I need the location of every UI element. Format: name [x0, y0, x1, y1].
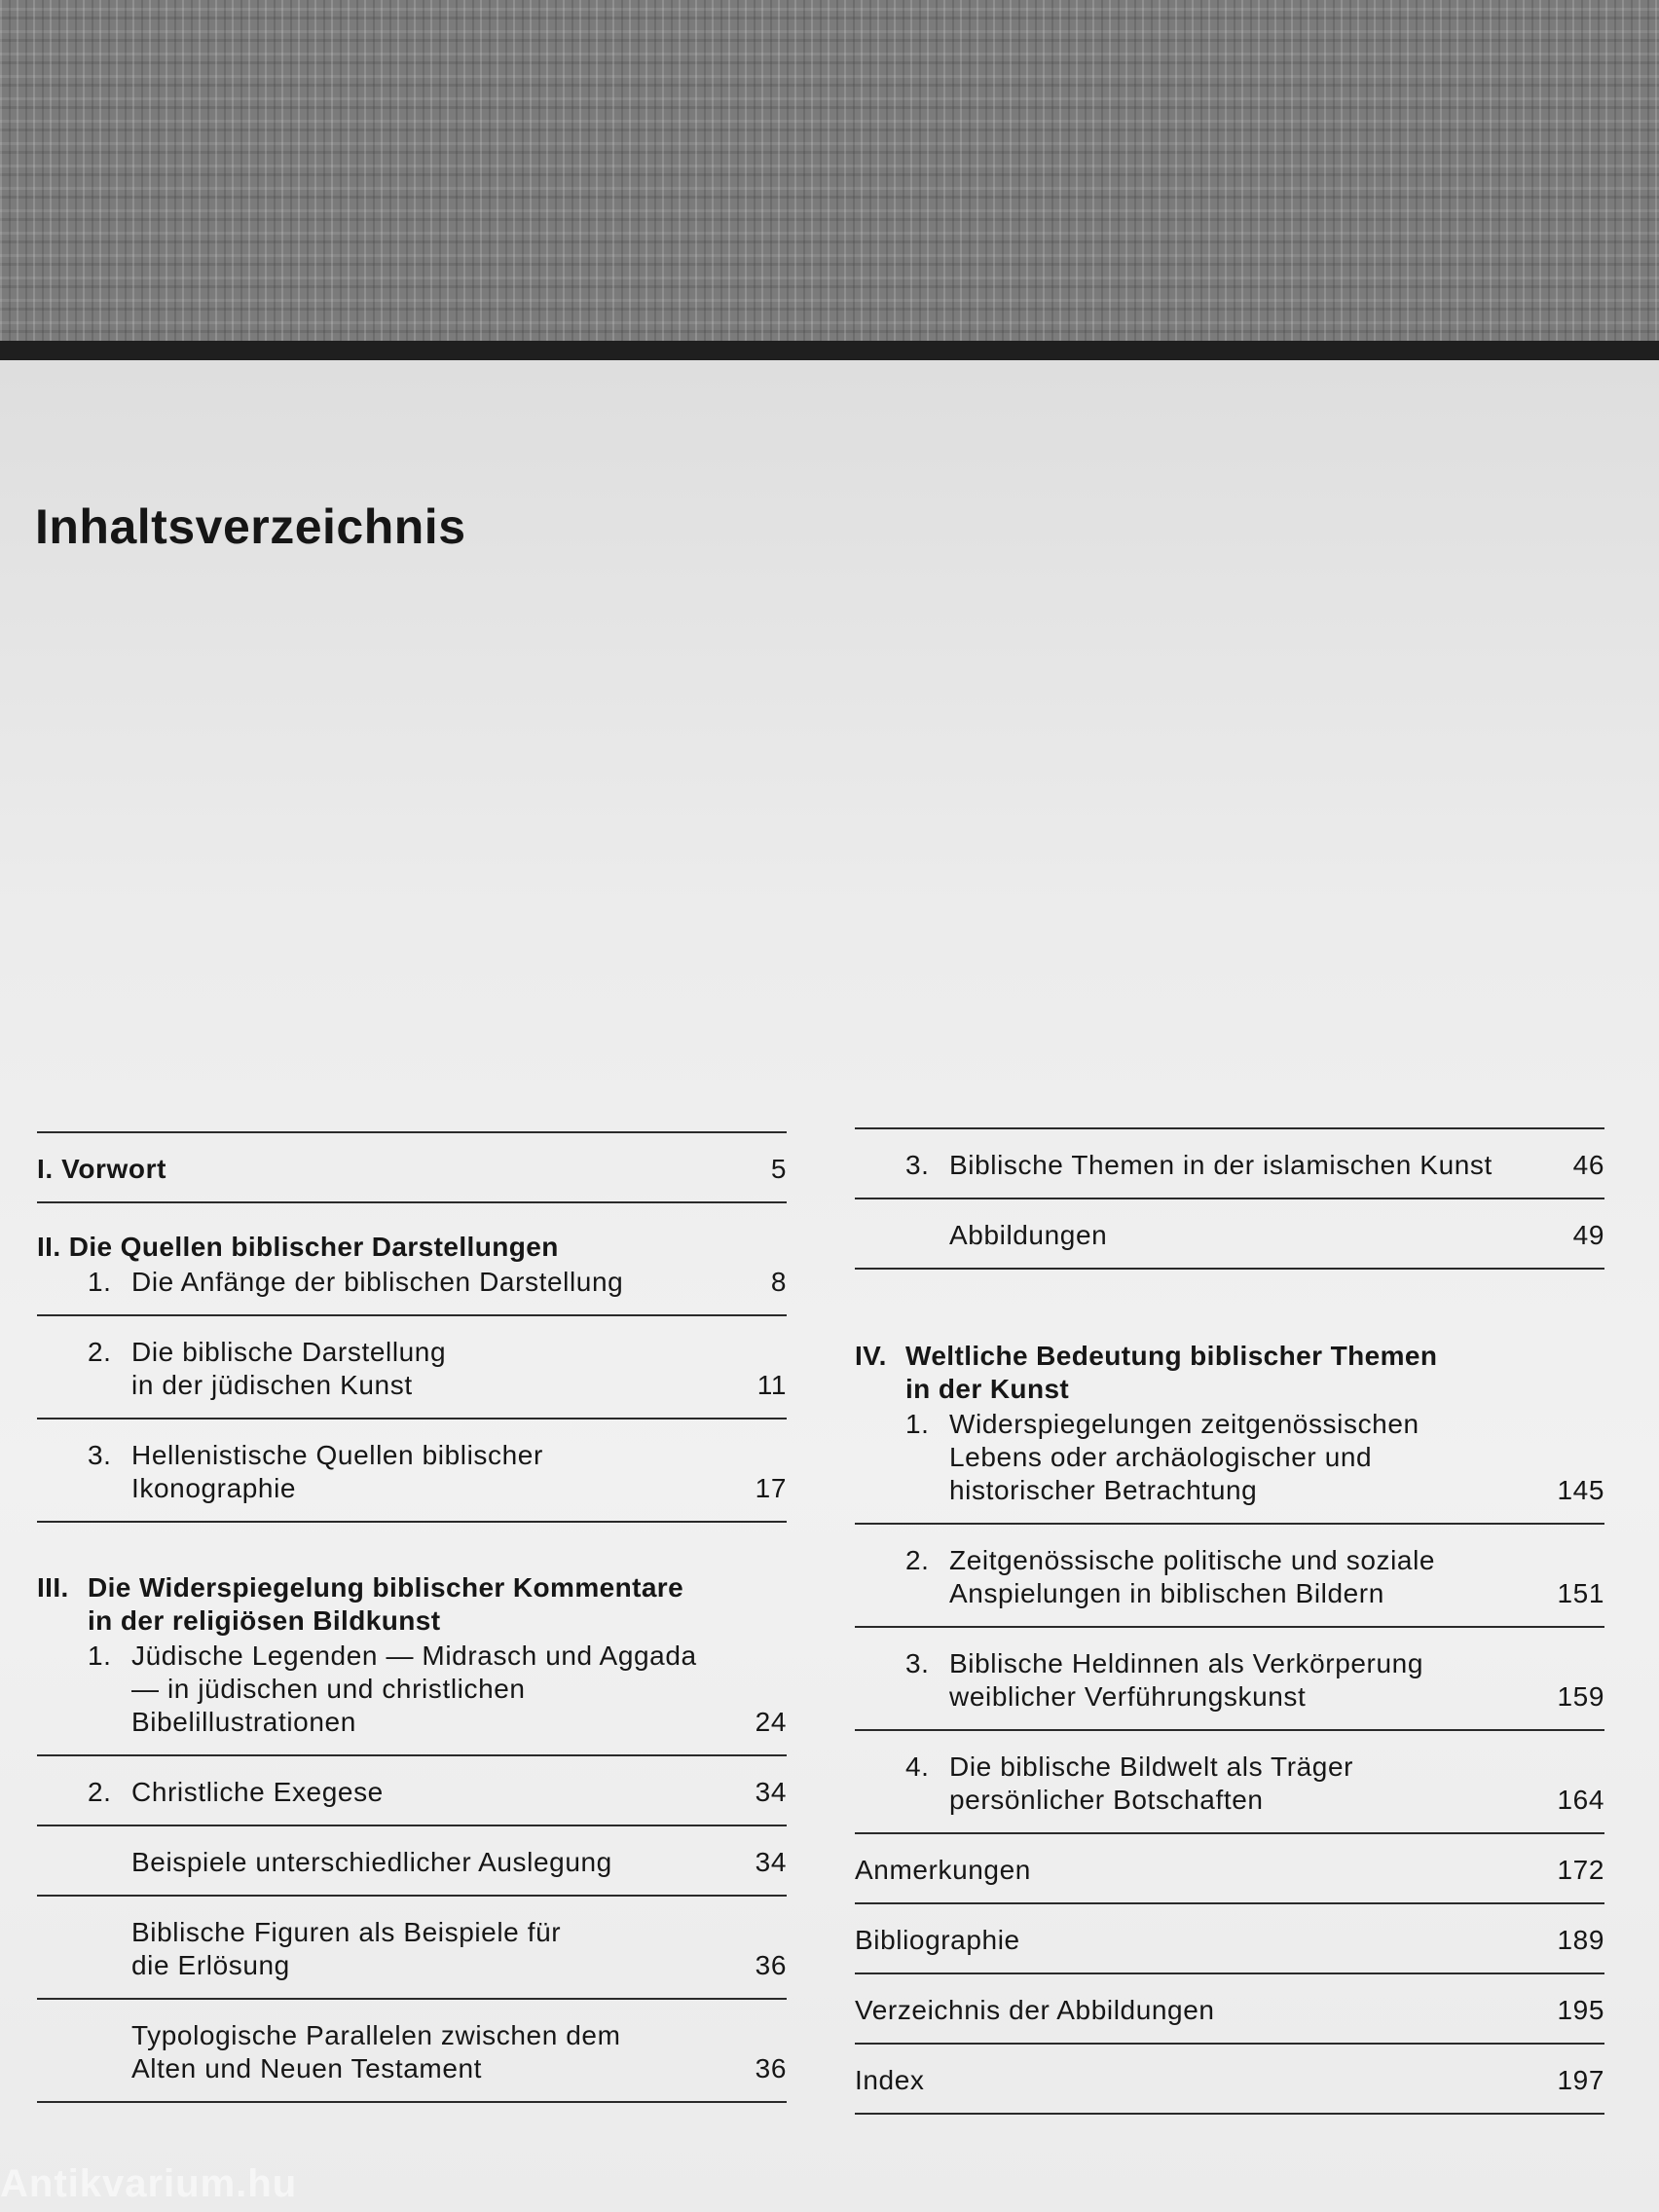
- toc-entry-anmerkungen[interactable]: [855, 1834, 1604, 1904]
- toc-entry-number: 2.: [88, 1777, 112, 1807]
- toc-entry-label: Bibliographie: [855, 1925, 1020, 1955]
- toc-entry-line: historischer Betrachtung: [949, 1475, 1258, 1505]
- toc-entry-number: 3.: [88, 1440, 112, 1470]
- toc-entry[interactable]: [37, 1638, 787, 1756]
- toc-page-number: 46: [1572, 1150, 1604, 1180]
- toc-entry[interactable]: [37, 1264, 787, 1316]
- toc-entry-line: in der jüdischen Kunst: [131, 1370, 413, 1400]
- toc-entry[interactable]: [855, 1199, 1604, 1270]
- toc-entry-number: 2.: [905, 1545, 930, 1575]
- toc-entry-line: Beispiele unterschiedlicher Auslegung: [131, 1847, 612, 1877]
- toc-entry-line: Biblische Heldinnen als Verkörperung: [949, 1648, 1423, 1678]
- toc-page-number: 8: [770, 1267, 787, 1297]
- background-surface: [0, 0, 1659, 347]
- toc-left-column: [37, 1131, 787, 2103]
- toc-entry-line: Biblische Themen in der islamischen Kunst: [949, 1150, 1493, 1180]
- toc-entry-vorwort[interactable]: [37, 1133, 787, 1203]
- chapter-roman: II.: [37, 1232, 61, 1262]
- toc-page-number: 49: [1572, 1220, 1604, 1250]
- toc-entry-number: 1.: [88, 1267, 112, 1297]
- toc-page-number: 36: [755, 2053, 787, 2083]
- toc-entry-line: Die Anfänge der biblischen Darstellung: [131, 1267, 624, 1297]
- toc-entry-number: 3.: [905, 1648, 930, 1678]
- chapter-title-line: in der Kunst: [905, 1374, 1070, 1404]
- toc-entry[interactable]: [37, 1756, 787, 1826]
- toc-entry-line: — in jüdischen und christlichen: [131, 1674, 526, 1704]
- toc-entry-label: Anmerkungen: [855, 1855, 1031, 1885]
- toc-page-number: 159: [1557, 1681, 1604, 1712]
- toc-entry-bibliographie[interactable]: [855, 1904, 1604, 1974]
- toc-entry-line: weiblicher Verführungskunst: [949, 1681, 1307, 1712]
- chapter-roman: III.: [37, 1572, 69, 1603]
- toc-page-number: 189: [1557, 1925, 1604, 1955]
- chapter-heading-ii: [37, 1203, 787, 1264]
- toc-page-number: 17: [755, 1473, 787, 1503]
- toc-entry[interactable]: [855, 1129, 1604, 1199]
- toc-entry[interactable]: [855, 1406, 1604, 1525]
- book-cover-edge: [0, 341, 1659, 362]
- toc-entry-label: I. Vorwort: [37, 1154, 167, 1184]
- toc-page-number: 151: [1557, 1578, 1604, 1608]
- toc-entry[interactable]: [37, 1419, 787, 1523]
- toc-page-number: 34: [755, 1847, 787, 1877]
- toc-entry-index[interactable]: [855, 2045, 1604, 2115]
- chapter-title: Die Quellen biblischer Darstellungen: [68, 1232, 559, 1262]
- toc-entry-line: Lebens oder archäologischer und: [949, 1442, 1373, 1472]
- toc-page-number: 197: [1557, 2065, 1604, 2095]
- toc-entry-line: Hellenistische Quellen biblischer: [131, 1440, 543, 1470]
- toc-entry-line: Die biblische Darstellung: [131, 1337, 447, 1367]
- book-page: [0, 360, 1659, 2212]
- toc-page-number: 172: [1557, 1855, 1604, 1885]
- toc-entry-line: Typologische Parallelen zwischen dem: [131, 2020, 621, 2050]
- toc-entry-line: Anspielungen in biblischen Bildern: [949, 1578, 1384, 1608]
- toc-page-number: 36: [755, 1950, 787, 1980]
- toc-entry-line: Abbildungen: [949, 1220, 1108, 1250]
- toc-entry-line: Widerspiegelungen zeitgenössischen: [949, 1409, 1419, 1439]
- page-title: Inhaltsverzeichnis: [35, 499, 466, 554]
- site-watermark: Antikvarium.hu: [0, 2162, 298, 2205]
- toc-entry[interactable]: [855, 1525, 1604, 1628]
- toc-entry-line: Biblische Figuren als Beispiele für: [131, 1917, 562, 1947]
- chapter-roman: IV.: [855, 1341, 887, 1371]
- toc-entry[interactable]: [855, 1731, 1604, 1834]
- toc-entry[interactable]: [855, 1628, 1604, 1731]
- toc-entry-line: Alten und Neuen Testament: [131, 2053, 483, 2083]
- chapter-title-line: in der religiösen Bildkunst: [88, 1605, 441, 1636]
- toc-page-number: 5: [770, 1154, 787, 1184]
- toc-page-number: 164: [1557, 1785, 1604, 1815]
- toc-page-number: 145: [1557, 1475, 1604, 1505]
- toc-right-column: [855, 1127, 1604, 2115]
- chapter-heading-iv: [855, 1270, 1604, 1406]
- toc-entry-line: Zeitgenössische politische und soziale: [949, 1545, 1436, 1575]
- toc-entry-number: 2.: [88, 1337, 112, 1367]
- toc-subentry[interactable]: [37, 1826, 787, 1897]
- chapter-title-line: Weltliche Bedeutung biblischer Themen: [905, 1341, 1438, 1371]
- toc-entry-line: Jüdische Legenden — Midrasch und Aggada: [131, 1641, 697, 1671]
- toc-page-number: 24: [755, 1707, 787, 1737]
- toc-page-number: 195: [1557, 1995, 1604, 2025]
- toc-subentry[interactable]: [37, 1897, 787, 2000]
- toc-entry-line: Die biblische Bildwelt als Träger: [949, 1751, 1354, 1782]
- toc-subentry[interactable]: [37, 2000, 787, 2103]
- toc-entry-label: Index: [855, 2065, 925, 2095]
- chapter-heading-iii: [37, 1523, 787, 1638]
- toc-entry-line: die Erlösung: [131, 1950, 290, 1980]
- toc-entry-line: persönlicher Botschaften: [949, 1785, 1264, 1815]
- toc-entry-number: 1.: [88, 1641, 112, 1671]
- toc-page-number: 34: [755, 1777, 787, 1807]
- toc-entry-verzeichnis[interactable]: [855, 1974, 1604, 2045]
- chapter-title-line: Die Widerspiegelung biblischer Kommentare: [88, 1572, 684, 1603]
- toc-entry-line: Ikonographie: [131, 1473, 297, 1503]
- toc-entry-line: Bibelillustrationen: [131, 1707, 356, 1737]
- toc-page-number: 11: [756, 1370, 787, 1400]
- toc-entry[interactable]: [37, 1316, 787, 1419]
- toc-entry-number: 4.: [905, 1751, 930, 1782]
- toc-entry-line: Christliche Exegese: [131, 1777, 384, 1807]
- toc-entry-number: 3.: [905, 1150, 930, 1180]
- toc-entry-number: 1.: [905, 1409, 930, 1439]
- toc-entry-label: Verzeichnis der Abbildungen: [855, 1995, 1215, 2025]
